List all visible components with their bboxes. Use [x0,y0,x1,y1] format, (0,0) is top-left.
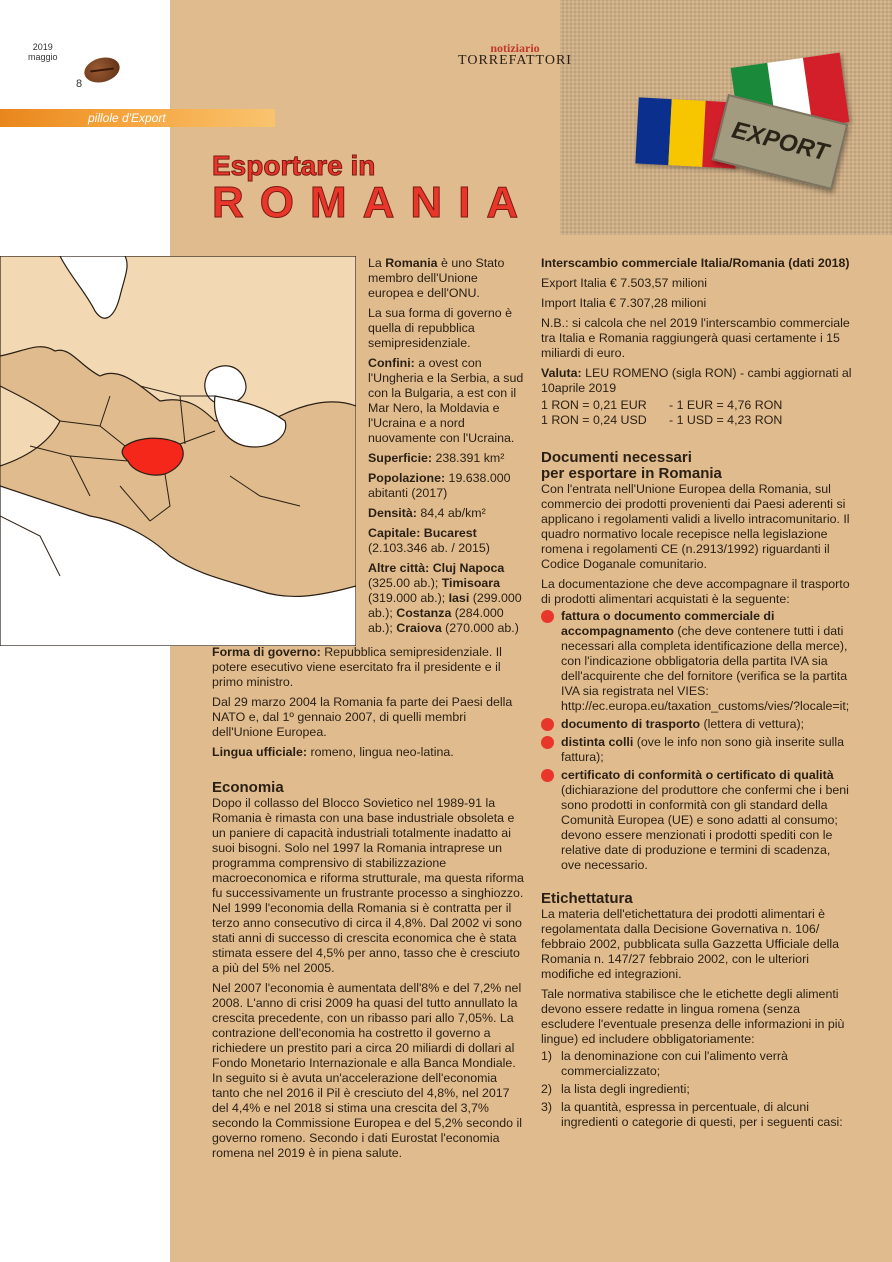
nb-text: N.B.: si calcola che nel 2019 l'interscambio commerciale tra Italia e Romania raggiungerà quasi certamente i 15 miliardi di euro. [541,316,850,360]
title-line-2: ROMANIA [212,178,535,227]
issue-year: 2019 [32,42,53,52]
documenti-p2: La documentazione che deve accompagnare il trasporto di prodotti alimentari acquistati è la seguente: [541,577,850,606]
interscambio-heading: Interscambio commerciale Italia/Romania (dati 2018) [541,256,850,270]
etichettatura-heading: Etichettatura [541,890,633,907]
documenti-p1: Con l'entrata nell'Unione Europea della Romania, sul commercio dei prodotti provenienti dai Paesi aderenti si applicano i regolamenti validi a livello intracomunitario. Il quadro normativo locale recepisce nella legislazione romena i regolamenti CE (n.2913/1992) riguardanti il Codice Doganale comunitario. [541,482,850,571]
list-item: 3) la quantità, espressa in percentuale, di alcuni ingredienti o categorie di questi, per i seguenti casi: [541,1100,843,1129]
list-item: distinta colli (ove le info non sono già inserite sulla fattura); [541,735,853,765]
lingua: Lingua ufficiale: romeno, lingua neo-latina. [212,745,454,759]
intro-superficie: Superficie: 238.391 km² [368,451,505,465]
list-item: 1) la denominazione con cui l'alimento verrà commercializzato; [541,1049,788,1078]
rate-row: 1 RON = 0,21 EUR - 1 EUR = 4,76 RON [541,398,783,412]
intro-densita: Densità: 84,4 ab/km² [368,506,486,520]
europe-map [0,256,356,646]
valuta: Valuta: LEU ROMENO (sigla RON) - cambi aggiornati al 10aprile 2019 [541,366,852,395]
rate-row: 1 RON = 0,24 USD - 1 USD = 4,23 RON [541,413,783,427]
economia-heading: Economia [212,779,284,796]
page-number: 8 [76,78,83,90]
list-item: 2) la lista degli ingredienti; [541,1082,690,1096]
economia-p1: Dopo il collasso del Blocco Sovietico nel 1989-91 la Romania è rimasta con una base industriale obsoleta e un paniere di capacità industriali totalmente inadatto ai suoi bisogni. Solo nel 1997 la Romania intraprese un programma comprensivo di stabilizzazione macroeconomica e riforma strutturale, ma questa riforma fu successivamente un frustrante processo a singhiozzo. Nel 1999 l'economia della Romania si è contratta per il terzo anno consecutivo di circa il 4,8%. Dal 2002 vi sono stati anni di successo di crescita economica che è stata stimata essere del 4,5% per anno, tasso che è cresciuto a più del 5% nel 2005. [212,796,524,975]
economia-p2: Nel 2007 l'economia è aumentata dell'8% e del 7,2% nel 2008. L'anno di crisi 2009 ha quasi del tutto annullato la crescita precedente, con un ribasso pari allo 7,05%. La contrazione dell'economia ha costretto il governo a richiedere un prestito pari a circa 20 miliardi di dollari al Fondo Monetario Internazionale e alla Banca Mondiale. In seguito si è avuta un'accelerazione dell'economia tanto che nel 2016 il Pil è cresciuto del 4,8%, nel 2017 del 4,4% e nel 2018 si stima una crescita del 3,7% secondo la Commissione Europea e del 5,2% secondo il governo romeno. Secondo i dati Eurostat l'economia romena nel 2019 è in piena salute. [212,981,522,1160]
left-column-lower [212,645,526,1166]
issue-month: maggio [28,52,58,62]
documenti-list [541,609,853,873]
import-value: Import Italia € 7.307,28 milioni [541,296,707,310]
masthead-bottom: TORREFATTORI [458,53,572,68]
masthead [430,43,600,68]
list-item: certificato di conformità o certificato di qualità (dichiarazione del produttore che confermi che i beni sono prodotti in conformità con gli standard della Comunità Europea (UE) e sono adatti al consumo; devono essere menzionati i prodotti spediti con le relative date di produzione e termini di scadenza, ove necessario. [541,768,853,873]
intro-altre-citta: Altre città: Cluj Napoca (325.00 ab.); Timisoara (319.000 ab.); Iasi (299.000 ab.); Costanza (284.000 ab.); Craiova (270.000 ab.) [368,561,522,635]
title-line-1: Esportare in [212,150,376,181]
section-label: pillole d'Export [88,111,166,125]
documenti-heading: Documenti necessari per esportare in Romania [541,449,722,482]
etichettatura-list [541,1049,853,1130]
intro-column [368,256,526,636]
list-item: fattura o documento commerciale di accompagnamento (che deve contenere tutti i dati necessari alla completa identificazione della merce), con l'indicazione obbligatoria della partita IVA sia dell'acquirente che del fornitore (verifica se la partita IVA sia registrata nel VIES: http://ec.europa.eu/taxation_customs/vies/?locale=it; [541,609,853,714]
header-white-area [0,0,170,110]
right-column [541,256,853,1133]
intro-p1: La Romania è uno Stato membro dell'Unione europea e dell'ONU. [368,256,505,300]
intro-p2: La sua forma di governo è quella di repubblica semipresidenziale. [368,306,512,350]
list-item: documento di trasporto (lettera di vettura); [541,717,853,732]
governo: Forma di governo: Repubblica semipresidenziale. Il potere esecutivo viene esercitato fra il presidente e il primo ministro. [212,645,502,689]
etichettatura-p2: Tale normativa stabilisce che le etichette degli alimenti devono essere redatte in lingua romena (senza escludere l'eventuale presenza delle informazioni in più lingue) ed includere obbligatoriamente: [541,987,845,1046]
masthead-top: notiziario [490,41,540,55]
issue-date [28,42,58,62]
nato-text: Dal 29 marzo 2004 la Romania fa parte dei Paesi della NATO e, dal 1º gennaio 2007, di quelli membri dell'Unione Europea. [212,695,513,739]
export-tag: EXPORT [712,94,849,190]
intro-confini: Confini: a ovest con l'Ungheria e la Serbia, a sud con la Bulgaria, a est con il Mar Nero, la Moldavia e l'Ucraina e a nord nuovamente con l'Ucraina. [368,356,524,445]
export-value: Export Italia € 7.503,57 milioni [541,276,707,290]
intro-popolazione: Popolazione: 19.638.000 abitanti (2017) [368,471,511,500]
etichettatura-p1: La materia dell'etichettatura dei prodotti alimentari è regolamentata dalla Decisione Governativa n. 106/ febbraio 2002, pubblicata sulla Gazzetta Ufficiale della Romania n. 147/27 febbraio 2002, con le ulteriori modifiche ed integrazioni. [541,907,840,981]
intro-capitale: Capitale: Bucarest (2.103.346 ab. / 2015) [368,526,490,555]
